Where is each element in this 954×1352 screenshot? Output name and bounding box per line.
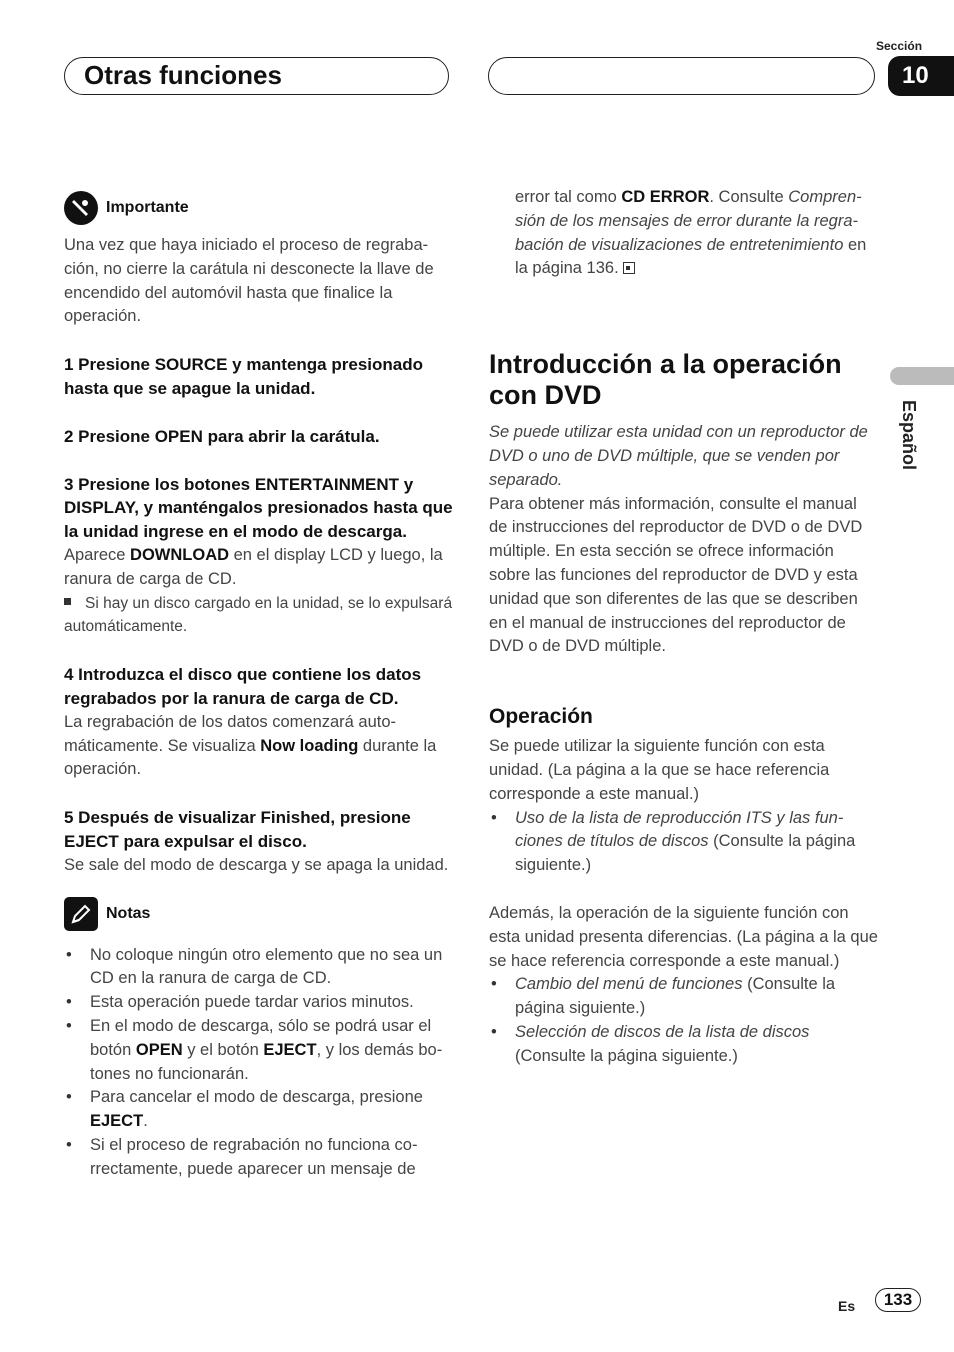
notes-heading <box>64 896 454 932</box>
language-tab <box>890 367 954 385</box>
continued-note <box>489 186 879 281</box>
step-3-body <box>64 544 454 592</box>
right-column <box>489 186 879 1069</box>
note-item <box>64 1086 454 1134</box>
intro-text: Para obtener más información, consulte el manual de instrucciones del reproductor de DVD o de DVD múltiple. En esta sección se ofrece información sobre las funciones del reproductor de DVD y esta unidad que son diferentes de las que se describen en el manual de instrucciones del reproductor de DVD o de DVD múltiple. <box>489 494 863 656</box>
list-item <box>489 973 879 1021</box>
note-3-eject: EJECT <box>263 1040 317 1059</box>
step-3-body-bold: DOWNLOAD <box>130 545 230 564</box>
item-2-rest: (Consulte la página siguiente.) <box>515 975 836 1018</box>
continued-text-b: . Consulte <box>709 188 789 206</box>
left-column <box>64 190 454 1182</box>
item-3-rest: (Consulte la página siguiente.) <box>515 1046 738 1065</box>
list-item <box>489 807 879 878</box>
note-item <box>64 1015 454 1086</box>
section-label: Sección <box>876 39 923 53</box>
step-3: 3 Presione los botones ENTERTAINMENT y DISPLAY, y manténgalos presionados hasta que la unidad ingrese en el modo de descarga. <box>64 474 453 542</box>
item-3-italic: Selección de discos de la lista de discos <box>515 1022 810 1041</box>
step-4: 4 Introduzca el disco que contiene los datos regrabados por la ranura de carga de CD. <box>64 665 422 708</box>
language-label: Español <box>899 400 919 471</box>
notes-list <box>64 944 454 1182</box>
header-blank-frame <box>488 57 875 95</box>
note-item: • Esta operación puede tardar varios minutos. <box>64 991 454 1015</box>
important-label: Importante <box>106 199 189 216</box>
note-3-open: OPEN <box>135 1040 183 1059</box>
page-number: 133 <box>875 1288 921 1312</box>
step-3-body-text-a: Aparece <box>64 545 131 564</box>
step-4-body <box>64 711 454 782</box>
operation-list-1 <box>489 807 879 878</box>
operation-text: Se puede utilizar la siguiente función con esta unidad. (La página a la que se hace referencia corresponde a este manual.) <box>489 737 830 803</box>
item-2-italic: Cambio del menú de funciones <box>515 975 743 994</box>
item-1-italic: Uso de la lista de reproducción ITS y las funciones de títulos de discos <box>515 808 844 851</box>
step-5: 5 Después de visualizar Finished, presione EJECT para expulsar el disco. <box>64 808 411 851</box>
note-3-text-c: y el botón <box>182 1040 264 1059</box>
step-1: 1 Presione SOURCE y mantenga presionado hasta que se apague la unidad. <box>64 355 423 398</box>
section-number-badge: 10 <box>888 56 954 96</box>
notes-pencil-icon <box>64 897 98 931</box>
item-1-rest: (Consulte la página siguiente.) <box>515 832 856 875</box>
page-title: Otras funciones <box>84 60 282 90</box>
operation-list-2 <box>489 973 879 1068</box>
notes-label: Notas <box>106 904 151 922</box>
step-5-body: Se sale del modo de descarga y se apaga la unidad. <box>64 855 449 874</box>
important-heading <box>64 190 454 226</box>
step-3-body-text-b: en el display LCD y luego, la ranura de carga de CD. <box>64 545 443 588</box>
important-text: Una vez que haya iniciado el proceso de regrabación, no cierre la carátula ni desconecte la llave de encendido del automóvil hasta que finalice la operación. <box>64 236 434 326</box>
section-heading: Introducción a la operación con DVD <box>489 349 842 411</box>
step-3-note <box>64 592 454 640</box>
subsection-heading: Operación <box>489 705 593 729</box>
continued-text-a: error tal como <box>515 188 622 206</box>
note-3-text-d: , y los demás botones no funcionarán. <box>90 1040 443 1083</box>
list-item <box>489 1021 879 1069</box>
step-4-body-bold: Now loading <box>260 736 359 755</box>
note-4-eject: EJECT <box>90 1112 144 1131</box>
important-icon <box>64 191 98 225</box>
end-mark-icon <box>623 262 635 274</box>
note-item: • No coloque ningún otro elemento que no sea un CD en la ranura de carga de CD. <box>64 944 454 992</box>
note-item: • Si el proceso de regrabación no funciona correctamente, puede aparecer un mensaje de <box>64 1134 454 1182</box>
footer-language-code: Es <box>838 1298 856 1314</box>
square-bullet-icon <box>64 598 71 605</box>
continued-text-c: en la página 136. <box>515 235 867 278</box>
note-4-text-a: Para cancelar el modo de descarga, presione <box>90 1088 423 1107</box>
step-4-body-text-b: durante la operación. <box>64 736 437 779</box>
step-4-body-text-a: La regrabación de los datos comenzará automáticamente. Se visualiza <box>64 712 397 755</box>
note-3-text-a: En el modo de descarga, sólo se podrá usar el botón <box>90 1016 432 1059</box>
step-2: 2 Presione OPEN para abrir la carátula. <box>64 426 380 446</box>
continued-bold: CD ERROR <box>621 188 710 206</box>
continued-italic: Comprensión de los mensajes de error durante la regrabación de visualizaciones de entretenimiento <box>515 188 862 254</box>
note-4-text-c: . <box>143 1112 148 1131</box>
step-3-note-text: Si hay un disco cargado en la unidad, se lo expulsará automáticamente. <box>64 594 453 636</box>
operation-text-2: Además, la operación de la siguiente función con esta unidad presenta diferencias. (La página a la que se hace referencia corresponde a este manual.) <box>489 903 878 970</box>
intro-italic: Se puede utilizar esta unidad con un reproductor de DVD o uno de DVD múltiple, que se venden por separado. <box>489 423 868 489</box>
